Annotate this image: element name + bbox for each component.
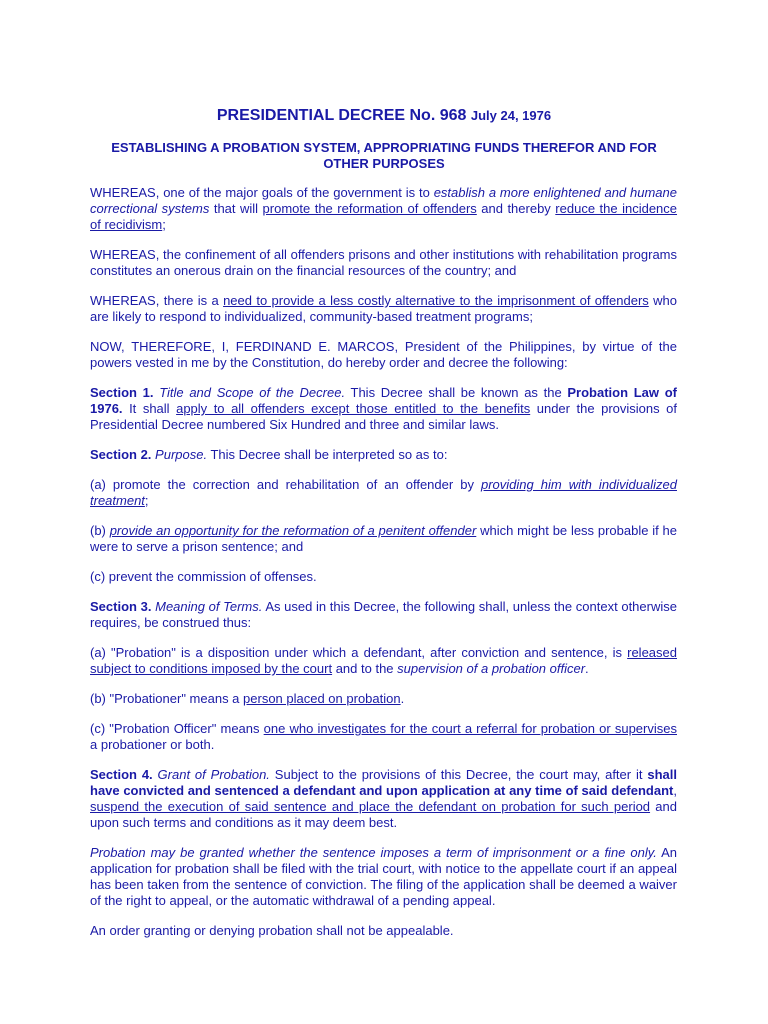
- decree-subtitle: ESTABLISHING A PROBATION SYSTEM, APPROPRIATING FUNDS THEREFOR AND FOR OTHER PURPOSES: [111, 140, 657, 171]
- whereas-2: WHEREAS, the confinement of all offenders prisons and other institutions with rehabilitation programs constitutes an onerous drain on the financial resources of the country; and: [90, 247, 677, 278]
- section-4: Section 4. Grant of Probation. Subject to the provisions of this Decree, the court may, after it shall have convicted and sentenced a defendant and upon application at any time of said defendant, suspend the execution of said sentence and place the defendant on probation for such period and upon such terms and conditions as it may deem best.: [90, 767, 677, 830]
- section-3-b: (b) "Probationer" means a person placed on probation.: [90, 691, 405, 706]
- section-4-paragraph-3: An order granting or denying probation shall not be appealable.: [90, 923, 454, 938]
- whereas-3: WHEREAS, there is a need to provide a less costly alternative to the imprisonment of offenders who are likely to respond to individualized, community-based treatment programs;: [90, 293, 677, 324]
- section-2: Section 2. Purpose. This Decree shall be interpreted so as to:: [90, 447, 448, 462]
- now-therefore: NOW, THEREFORE, I, FERDINAND E. MARCOS, President of the Philippines, by virtue of the powers vested in me by the Constitution, do hereby order and decree the following:: [90, 339, 677, 370]
- decree-date: July 24, 1976: [470, 108, 552, 123]
- section-2-b: (b) provide an opportunity for the reformation of a penitent offender which might be less probable if he were to serve a prison sentence; and: [90, 523, 677, 554]
- section-1: Section 1. Title and Scope of the Decree. This Decree shall be known as the Probation Law of 1976. It shall apply to all offenders except those entitled to the benefits under the provisions of Presidential Decree numbered Six Hundred and three and similar laws.: [90, 385, 677, 432]
- section-3-c: (c) "Probation Officer" means one who investigates for the court a referral for probation or supervises a probationer or both.: [90, 721, 677, 752]
- section-2-a: (a) promote the correction and rehabilitation of an offender by providing him with individualized treatment;: [90, 477, 677, 508]
- section-3: Section 3. Meaning of Terms. As used in this Decree, the following shall, unless the context otherwise requires, be construed thus:: [90, 599, 677, 630]
- section-3-a: (a) "Probation" is a disposition under which a defendant, after conviction and sentence, is released subject to conditions imposed by the court and to the supervision of a probation officer.: [90, 645, 677, 676]
- decree-title: PRESIDENTIAL DECREE No. 968: [216, 107, 467, 124]
- section-2-c: (c) prevent the commission of offenses.: [90, 569, 317, 584]
- page-title: [0, 107, 768, 125]
- document-body: [90, 185, 677, 953]
- section-4-paragraph-2: Probation may be granted whether the sentence imposes a term of imprisonment or a fine only. An application for probation shall be filed with the trial court, with notice to the appellate court if an appeal has been taken from the sentence of conviction. The filing of the application shall be deemed a waiver of the right to appeal, or the automatic withdrawal of a pending appeal.: [90, 845, 677, 908]
- whereas-1: WHEREAS, one of the major goals of the government is to establish a more enlightened and humane correctional systems that will promote the reformation of offenders and thereby reduce the incidence of recidivism;: [90, 185, 678, 232]
